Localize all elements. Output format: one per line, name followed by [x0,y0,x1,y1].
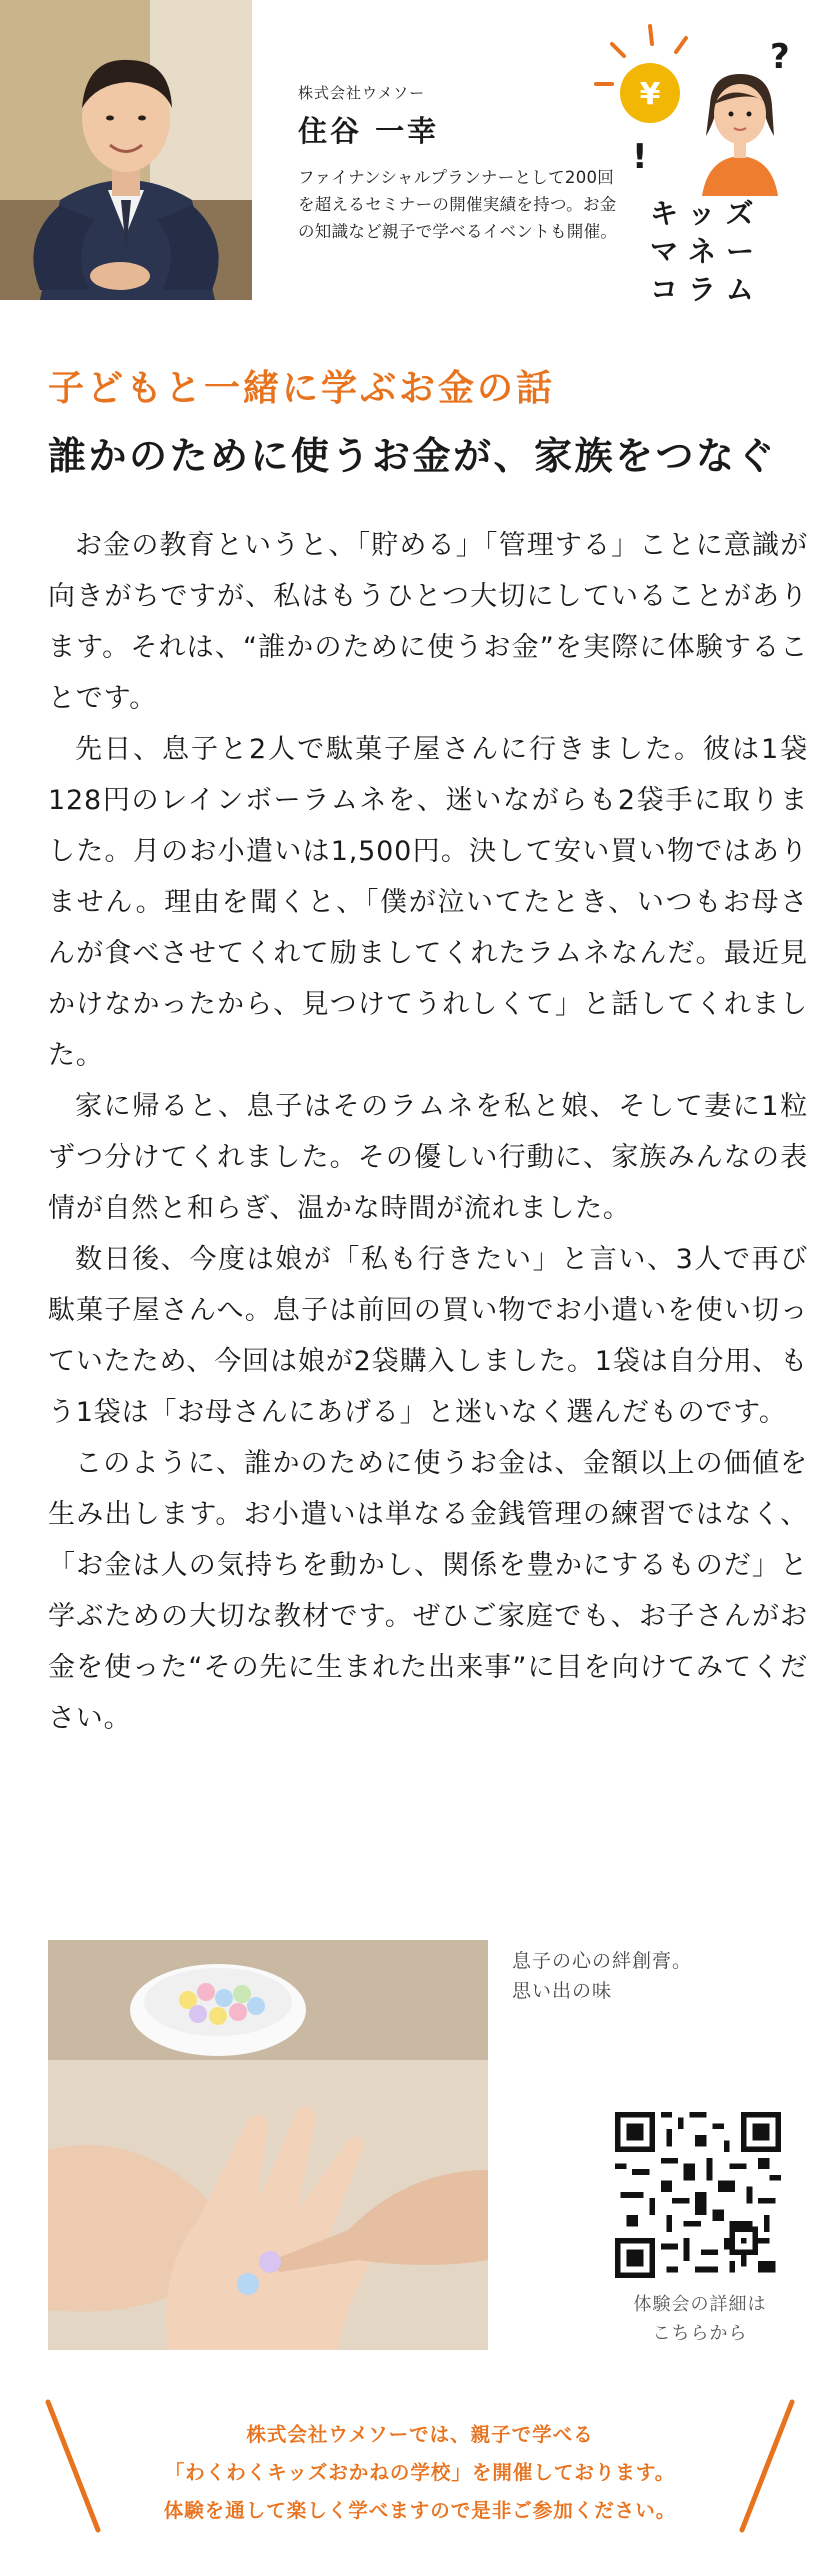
footer-line: 株式会社ウメソーでは、親子で学べる [246,2423,594,2446]
author-info [298,82,618,245]
ramune-candy [259,2251,281,2273]
promo-footer [40,2398,800,2538]
photo-caption-line: 思い出の味 [512,1980,613,2002]
article-paragraph: 家に帰ると、息子はそのラムネを私と娘、そして妻に1粒ずつ分けてくれました。その優しい行動に、家族みんなの表情が自然と和らぎ、温かな時間が流れました。 [48,1091,808,1224]
ramune-photo-illustration [48,1940,488,2350]
qr-code[interactable] [615,2112,781,2278]
column-title-line: キッズ [650,197,764,230]
article-paragraph: 先日、息子と2人で駄菓子屋さんに行きました。彼は1袋128円のレインボーラムネを、迷いながらも2袋手に取りました。月のお小遣いは1,500円。決して安い買い物ではありません。理由を聞くと、「僕が泣いてたとき、いつもお母さんが食べさせてくれて励ましてくれたラムネなんだ。最近見かけなかったから、見つけてうれしくて」と話してくれました。 [48,734,808,1071]
article-title: 誰かのために使うお金が、家族をつなぐ [48,434,778,478]
yen-symbol: ¥ [639,77,661,112]
article-body [48,520,808,1744]
ramune-photo [48,1940,488,2350]
author-bio: ファイナンシャルプランナーとして200回を超えるセミナーの開催実績を持つ。お金の知識など親子で学べるイベントも開催。 [298,168,618,241]
qr-caption-line: こちらから [652,2323,748,2344]
column-header [0,0,834,306]
footer-message [120,2416,720,2530]
article-paragraph: このように、誰かのために使うお金は、金額以上の価値を生み出します。お小遣いは単なる金銭管理の練習ではなく、「お金は人の気持ちを動かし、関係を豊かにするものだ」と学ぶための大切な教材です。ぜひご家庭でも、お子さんがお金を使った“その先に生まれた出来事”に目を向けてみてください。 [48,1448,808,1734]
photo-caption-line: 息子の心の絆創膏。 [512,1950,693,1972]
author-company: 株式会社ウメソー [298,84,426,102]
ramune-candy [237,2273,259,2295]
column-title-line: コラム [650,273,764,306]
photo-caption [512,1946,692,2006]
column-title [650,195,780,309]
qr-caption-line: 体験会の詳細は [633,2294,767,2315]
article-paragraph: お金の教育というと、「貯める」「管理する」ことに意識が向きがちですが、私はもうひとつ大切にしていることがあります。それは、“誰かのために使うお金”を実際に体験することです。 [48,530,808,714]
question-icon: ? [770,37,790,77]
kids-money-illustration [590,18,810,198]
article-subtitle: 子どもと一緒に学ぶお金の話 [48,368,556,409]
author-portrait [0,0,252,300]
article-paragraph: 数日後、今度は娘が「私も行きたい」と言い、3人で再び駄菓子屋さんへ。息子は前回の買い物でお小遣いを使い切っていたため、今回は娘が2袋購入しました。1袋は自分用、もう1袋は「お母さんにあげる」と迷いなく選んだものです。 [48,1244,808,1428]
author-portrait-illustration [0,0,252,300]
footer-line: 「わくわくキッズおかねの学校」を開催しております。 [164,2461,676,2484]
footer-line: 体験を通して楽しく学べますので是非ご参加ください。 [163,2499,677,2522]
exclamation-icon: ! [632,137,648,177]
qr-caption [600,2290,800,2348]
girl-icon [702,74,778,196]
column-title-line: マネー [650,235,765,268]
author-name: 住谷 一幸 [298,114,440,148]
